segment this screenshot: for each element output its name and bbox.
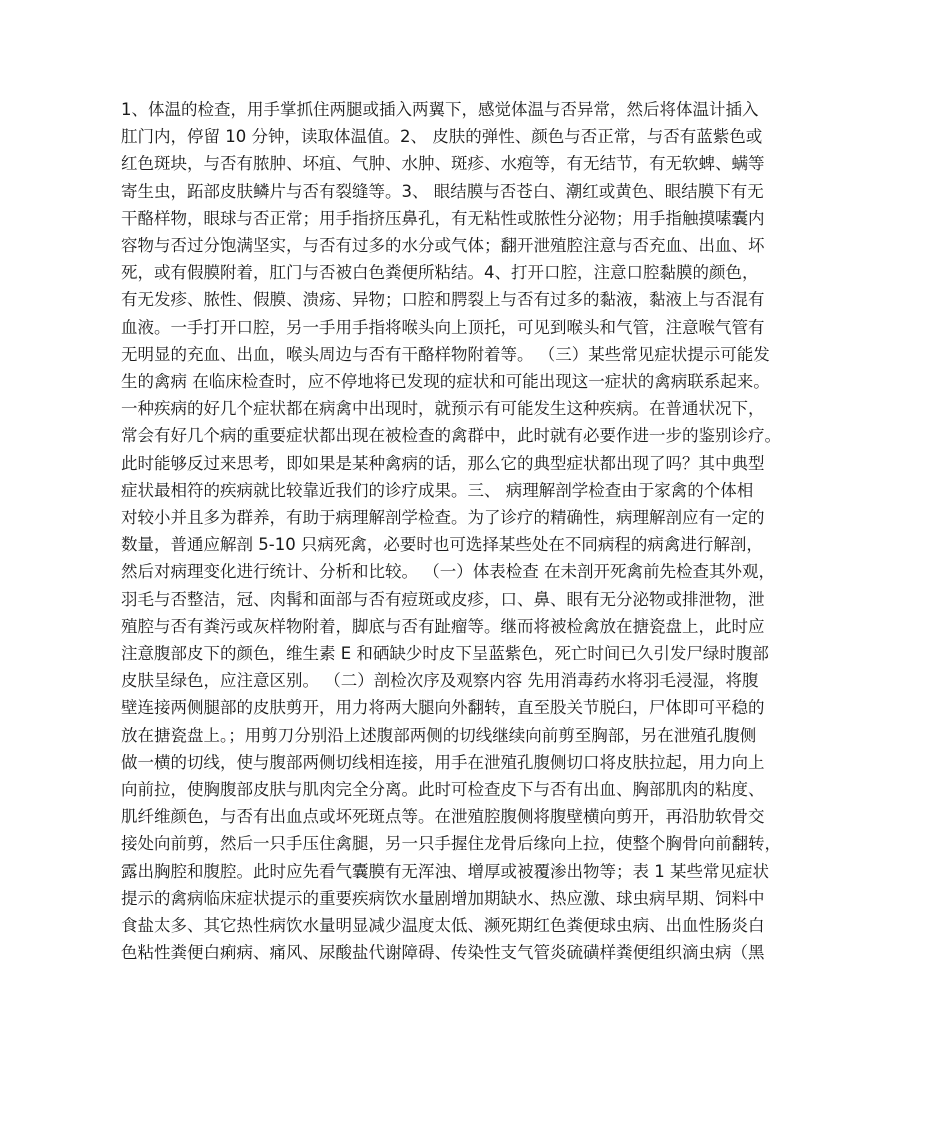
text-line: 提示的禽病临床症状提示的重要疾病饮水量剧增加期缺水、热应激、球虫病早期、饲料中 bbox=[121, 888, 765, 908]
text-line: 然后对病理变化进行统计、分析和比较。 （一）体表检查 在未剖开死禽前先检查其外观， bbox=[121, 562, 775, 582]
text-line: 壁连接两侧腿部的皮肤剪开，用力将两大腿向外翻转，直至股关节脱臼，尸体即可平稳的 bbox=[121, 698, 765, 718]
text-line: 肛门内，停留 10 分钟，读取体温值。2、 皮肤的弹性、颜色与否正常，与否有蓝紫色或 bbox=[121, 127, 763, 147]
text-line: 此时能够反过来思考，即如果是某种禽病的话，那么它的典型症状都出现了吗？其中典型 bbox=[121, 453, 765, 473]
text-line: 一种疾病的好几个症状都在病禽中出现时，就预示有可能发生这种疾病。在普通状况下， bbox=[121, 399, 765, 419]
text-line: 接处向前剪，然后一只手压住禽腿，另一只手握住龙骨后缘向上拉，使整个胸骨向前翻转， bbox=[121, 834, 781, 854]
text-line: 向前拉，使胸腹部皮肤与肌肉完全分离。此时可检查皮下与否有出血、胸部肌肉的粘度、 bbox=[121, 780, 765, 800]
text-line: 皮肤呈绿色，应注意区别。 （二）剖检次序及观察内容 先用消毒药水将羽毛浸湿，将腹 bbox=[121, 671, 759, 691]
text-line: 做一横的切线，使与腹部两侧切线相连接，用手在泄殖孔腹侧切口将皮肤拉起，用力向上 bbox=[121, 752, 765, 772]
text-line: 色粘性粪便白痢病、痛风、尿酸盐代谢障碍、传染性支气管炎硫磺样粪便组织滴虫病（黑 bbox=[121, 943, 765, 963]
text-line: 对较小并且多为群养，有助于病理解剖学检查。为了诊疗的精确性，病理解剖应有一定的 bbox=[121, 508, 765, 528]
text-line: 羽毛与否整洁，冠、肉髯和面部与否有痘斑或皮疹，口、鼻、眼有无分泌物或排泄物，泄 bbox=[121, 589, 765, 609]
text-line: 露出胸腔和腹腔。此时应先看气囊膜有无浑浊、增厚或被覆渗出物等；表 1 某些常见症状 bbox=[121, 861, 769, 881]
text-line: 肌纤维颜色，与否有出血点或坏死斑点等。在泄殖腔腹侧将腹壁横向剪开，再沿肋软骨交 bbox=[121, 807, 765, 827]
text-line: 有无发疹、脓性、假膜、溃疡、异物；口腔和腭裂上与否有过多的黏液，黏液上与否混有 bbox=[121, 290, 765, 310]
text-line: 生的禽病 在临床检查时，应不停地将已发现的症状和可能出现这一症状的禽病联系起来。 bbox=[121, 372, 770, 392]
text-line: 容物与否过分饱满坚实，与否有过多的水分或气体；翻开泄殖腔注意与否充血、出血、坏 bbox=[121, 236, 765, 256]
text-line: 血液。一手打开口腔，另一手用手指将喉头向上顶托，可见到喉头和气管，注意喉气管有 bbox=[121, 317, 765, 337]
text-line: 数量，普通应解剖 5-10 只病死禽，必要时也可选择某些处在不同病程的病禽进行解剖， bbox=[121, 535, 763, 555]
text-line: 无明显的充血、出血，喉头周边与否有干酪样物附着等。 （三）某些常见症状提示可能发 bbox=[121, 344, 770, 364]
text-line: 食盐太多、其它热性病饮水量明显减少温度太低、濒死期红色粪便球虫病、出血性肠炎白 bbox=[121, 916, 765, 936]
text-line: 常会有好几个病的重要症状都出现在被检查的禽群中，此时就有必要作进一步的鉴别诊疗。 bbox=[121, 426, 781, 446]
text-line: 症状最相符的疾病就比较靠近我们的诊疗成果。三、 病理解剖学检查由于家禽的个体相 bbox=[121, 480, 754, 500]
document-body bbox=[121, 96, 841, 967]
text-line: 红色斑块，与否有脓肿、坏疽、气肿、水肿、斑疹、水疱等，有无结节，有无软蜱、螨等 bbox=[121, 154, 765, 174]
text-line: 干酪样物，眼球与否正常；用手指挤压鼻孔，有无粘性或脓性分泌物；用手指触摸嗉囊内 bbox=[121, 208, 765, 228]
text-line: 放在搪瓷盘上。；用剪刀分别沿上述腹部两侧的切线继续向前剪至胸部，另在泄殖孔腹侧 bbox=[121, 725, 757, 745]
text-line: 寄生虫，跖部皮肤鳞片与否有裂缝等。3、 眼结膜与否苍白、潮红或黄色、眼结膜下有无 bbox=[121, 181, 764, 201]
text-line: 1、体温的检查，用手掌抓住两腿或插入两翼下，感觉体温与否异常，然后将体温计插入 bbox=[121, 100, 759, 119]
text-line: 死，或有假膜附着，肛门与否被白色粪便所粘结。4、打开口腔，注意口腔黏膜的颜色， bbox=[121, 263, 759, 283]
text-line: 殖腔与否有粪污或灰样物附着，脚底与否有趾瘤等。继而将被检禽放在搪瓷盘上，此时应 bbox=[121, 616, 765, 636]
text-line: 注意腹部皮下的颜色，维生素 E 和硒缺少时皮下呈蓝紫色，死亡时间已久引发尸绿时腹部 bbox=[121, 644, 769, 664]
